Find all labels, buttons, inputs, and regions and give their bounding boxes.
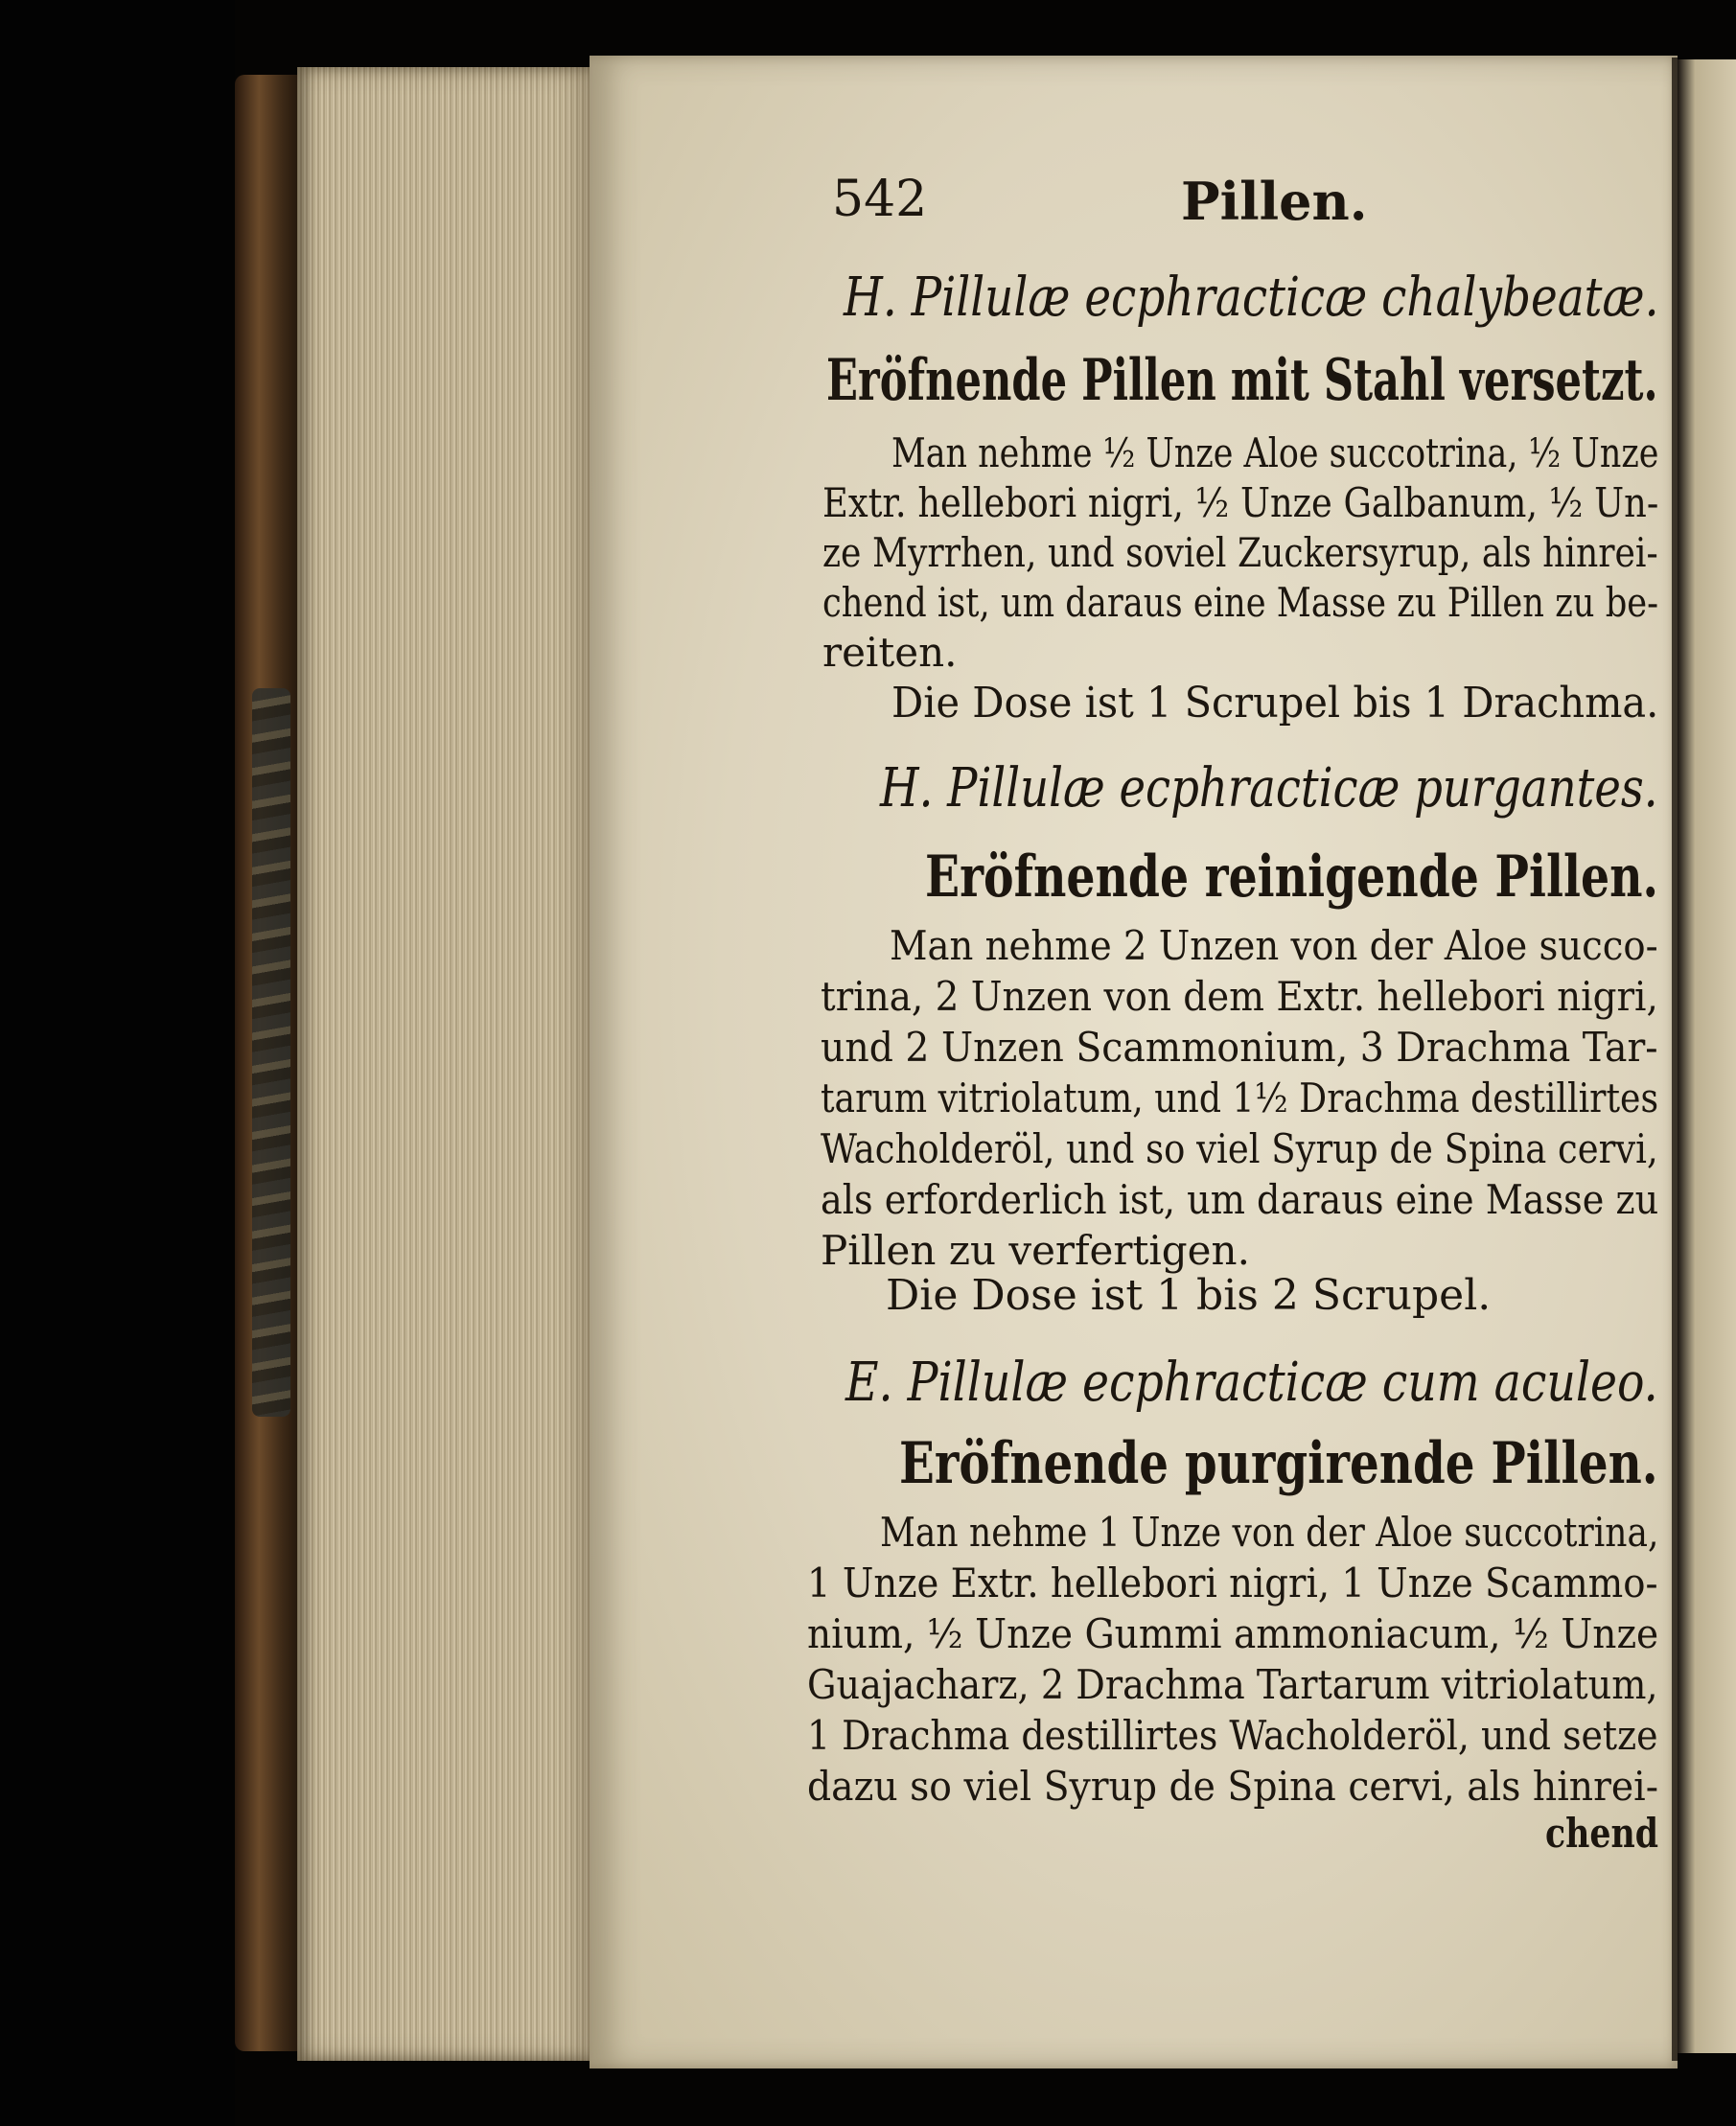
section-2-dose: Die Dose ist 1 bis 2 Scrupel. — [886, 1271, 1492, 1320]
section-2-line-5: Wacholderöl, und so viel Syrup de Spina cervi, — [821, 1125, 1658, 1172]
page-number: 542 — [832, 171, 928, 228]
section-2-line-1: Man nehme 2 Unzen von der Aloe succo- — [890, 922, 1658, 969]
section-3-german-title: Eröfnende purgirende Pillen. — [899, 1430, 1658, 1497]
running-title: Pillen. — [1181, 171, 1368, 232]
section-2-german-title: Eröfnende reinigende Pillen. — [925, 843, 1658, 911]
section-3-line-2: 1 Unze Extr. hellebori nigri, 1 Unze Scammo- — [807, 1560, 1658, 1606]
section-2-line-3: und 2 Unzen Scammonium, 3 Drachma Tar- — [821, 1024, 1658, 1071]
section-1-german-title: Eröfnende Pillen mit Stahl versetzt. — [826, 347, 1658, 414]
section-3-line-3: nium, ½ Unze Gummi ammoniacum, ½ Unze — [807, 1610, 1659, 1657]
section-3-line-1: Man nehme 1 Unze von der Aloe succotrina, — [880, 1509, 1659, 1556]
section-1-line-1: Man nehme ½ Unze Aloe succotrina, ½ Unze — [891, 429, 1659, 476]
section-2-line-7: Pillen zu verfertigen. — [821, 1227, 1250, 1274]
section-3-line-5: 1 Drachma destillirtes Wacholderöl, und setze — [807, 1712, 1658, 1759]
section-2-line-2: trina, 2 Unzen von dem Extr. hellebori nigri, — [821, 973, 1658, 1020]
section-1-line-3: ze Myrrhen, und soviel Zuckersyrup, als hinrei- — [822, 529, 1658, 576]
section-2-line-4: tarum vitriolatum, und 1½ Drachma destillirtes — [821, 1075, 1659, 1121]
section-1-line-2: Extr. hellebori nigri, ½ Unze Galbanum, ½ Un- — [822, 479, 1659, 526]
section-1-latin-title: H. Pillulæ ecphracticæ chalybeatæ. — [844, 266, 1659, 329]
section-1-line-4: chend ist, um daraus eine Masse zu Pillen zu be- — [822, 579, 1659, 626]
catchword: chend — [1545, 1810, 1659, 1857]
section-2-line-6: als erforderlich ist, um daraus eine Masse zu — [821, 1176, 1659, 1223]
section-2-latin-title: H. Pillulæ ecphracticæ purgantes. — [880, 757, 1658, 820]
section-3-latin-title: E. Pillulæ ecphracticæ cum aculeo. — [845, 1352, 1658, 1414]
section-1-dose: Die Dose ist 1 Scrupel bis 1 Drachma. — [891, 679, 1659, 728]
section-3-line-4: Guajacharz, 2 Drachma Tartarum vitriolatum, — [807, 1661, 1658, 1708]
section-1-line-5: reiten. — [822, 629, 958, 676]
section-3-line-6: dazu so viel Syrup de Spina cervi, als hinrei- — [807, 1763, 1659, 1810]
